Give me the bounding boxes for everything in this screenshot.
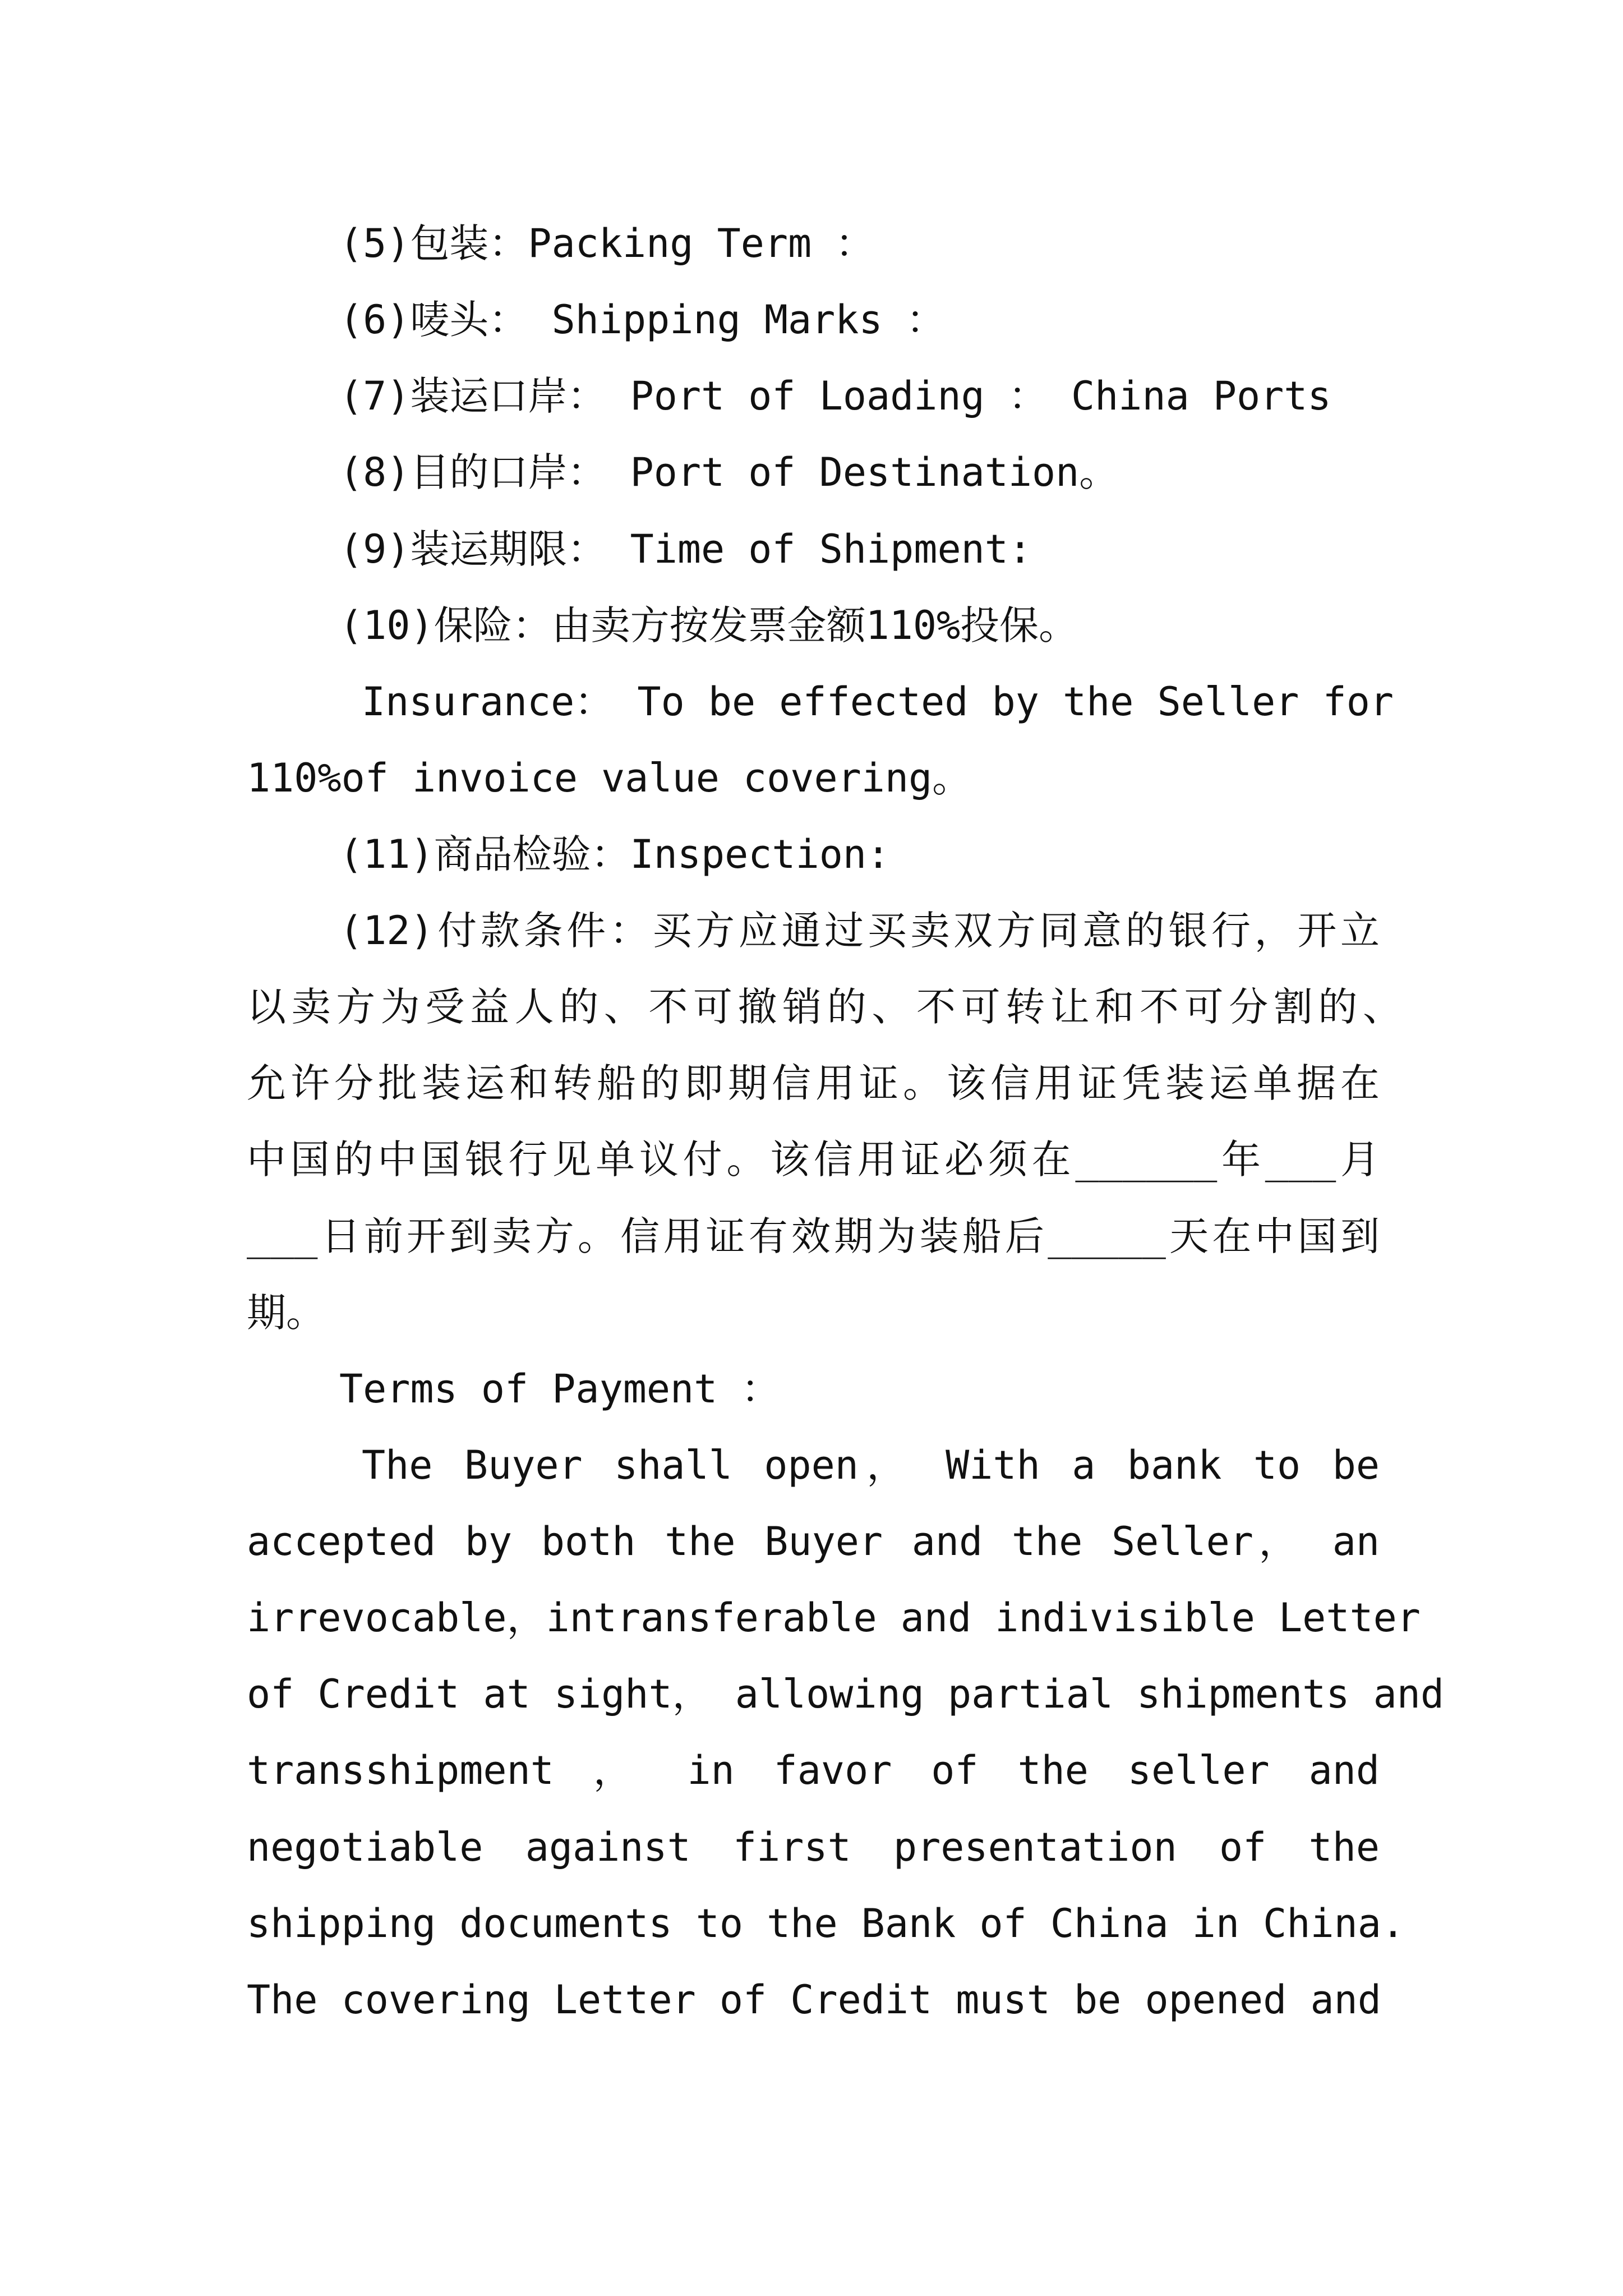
text-line-payment-cn-3: 允许分批装运和转船的即期信用证。该信用证凭装运单据在 — [247, 1060, 1380, 1106]
text-line-payment-en-4: of Credit at sight， allowing partial shipments and — [247, 1671, 1445, 1717]
text-line-time-of-shipment: (9)装运期限： Time of Shipment: — [339, 526, 1032, 572]
text-line-payment-cn-6: 期。 — [247, 1290, 325, 1336]
text-line-payment-en-1: The Buyer shall open， With a bank to be — [362, 1442, 1380, 1488]
text-line-payment-cn-4: 中国的中国银行见单议付。该信用证必须在______年___月 — [247, 1137, 1380, 1182]
text-line-terms-of-payment: Terms of Payment ： — [339, 1366, 781, 1412]
text-line-insurance-en: Insurance： To be effected by the Seller for — [362, 679, 1394, 725]
text-line-payment-en-5: transshipment ， in favor of the seller and — [247, 1747, 1380, 1793]
text-line-payment-en-6: negotiable against first presentation of the — [247, 1824, 1380, 1870]
text-line-payment-en-7: shipping documents to the Bank of China in China. — [247, 1901, 1405, 1947]
text-line-port-of-loading: (7)装运口岸： Port of Loading ： China Ports — [339, 373, 1331, 419]
text-line-packing: (5)包装：Packing Term ： — [339, 220, 875, 266]
text-line-payment-cn-2: 以卖方为受益人的、不可撤销的、不可转让和不可分割的、 — [247, 984, 1402, 1030]
text-line-payment-cn-5: ___日前开到卖方。信用证有效期为装船后_____天在中国到 — [247, 1213, 1380, 1259]
text-line-payment-en-2: accepted by both the Buyer and the Seller， an — [247, 1519, 1380, 1565]
text-line-insurance-en-cont: 110%of invoice value covering。 — [247, 755, 972, 801]
text-line-inspection: (11)商品检验：Inspection: — [339, 831, 891, 877]
text-line-port-of-destination: (8)目的口岸： Port of Destination。 — [339, 449, 1119, 495]
text-line-payment-en-8: The covering Letter of Credit must be opened and — [247, 1977, 1381, 2023]
text-line-shipping-marks: (6)唛头： Shipping Marks ： — [339, 297, 946, 343]
text-line-payment-cn-1: (12)付款条件：买方应通过买卖双方同意的银行，开立 — [339, 908, 1380, 954]
text-line-insurance-cn: (10)保险：由卖方按发票金额110%投保。 — [339, 602, 1078, 648]
text-line-payment-en-3: irrevocable，intransferable and indivisible Letter — [247, 1595, 1421, 1641]
